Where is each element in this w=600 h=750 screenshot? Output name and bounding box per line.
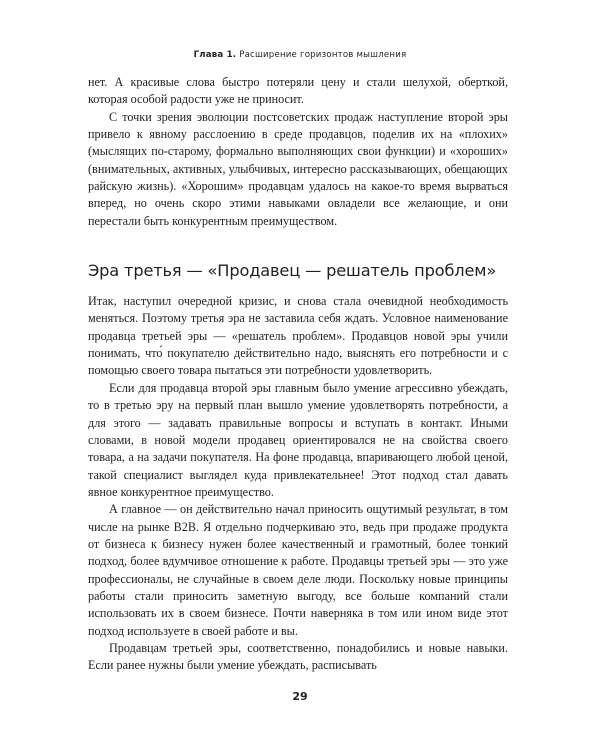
page-body	[88, 74, 508, 675]
paragraph: Если для продавца второй эры главным было умение агрессивно убеждать, то в третью эру на первый план вышло умение удовлетворять потребности, а для этого — задавать правильные вопросы и вступать в контакт. Иными словами, в новой модели продавец ориентировался не на свойства своего товара, а на задачи покупателя. На фоне продавца, впаривающего любой ценой, такой специалист выглядел куда привлекательнее! Этот подход стал давать явное конкурентное преимущество.	[88, 380, 508, 499]
paragraph: Итак, наступил очередной кризис, и снова стала очевидной необходимость меняться. Поэтому третья эра не заставила себя ждать. Условное наименование продавца третьей эры — «решатель проблем». Продавцов новой эры учили понимать, что́ покупателю действительно надо, выяснять его потребности и с помощью своего товара пытаться эти потребности удовлетворить.	[88, 294, 508, 378]
running-head-title: Расширение горизонтов мышления	[239, 50, 407, 60]
paragraph: А главное — он действительно начал приносить ощутимый результат, в том числе на рынке B2B. Я отдельно подчеркиваю это, ведь при продаже продукта от бизнеса к бизнесу нужен более качественный и грамотный, более тонкий подход, более вдумчивое отношение к работе. Продавцы третьей эры — это уже профессионалы, не случайные в своем деле люди. Поскольку новые принципы работы стали приносить заметную выгоду, все больше компаний стали использовать их в своем бизнесе. Почти наверняка в том или ином виде этот подход используете в своей работе и вы.	[88, 502, 508, 638]
running-head-chapter: Глава 1.	[193, 50, 237, 60]
section-heading: Эра третья — «Продавец — решатель проблем»	[88, 261, 497, 281]
paragraph: Продавцам третьей эры, соответственно, понадобились и новые навыки. Если ранее нужны были умение убеждать, расписывать	[88, 640, 508, 673]
paragraph: нет. А красивые слова быстро потеряли цену и стали шелухой, оберткой, которая особой радости уже не приносит.	[88, 75, 508, 107]
paragraph: С точки зрения эволюции постсоветских продаж наступление второй эры привело к явному расслоению в среде продавцов, поделив их на «плохих» (мыслящих по-старому, формально выполняющих свои функции) и «хороших» (внимательных, активных, улыбчивых, интересно рассказывающих, обещающих райскую жизнь). «Хорошим» продавцам удалось на какое-то время вырваться вперед, но очень скоро этими навыками овладели все желающие, и они перестали быть конкурентным преимуществом.	[88, 109, 508, 228]
page-number: 29	[292, 690, 308, 703]
running-head	[0, 50, 600, 60]
